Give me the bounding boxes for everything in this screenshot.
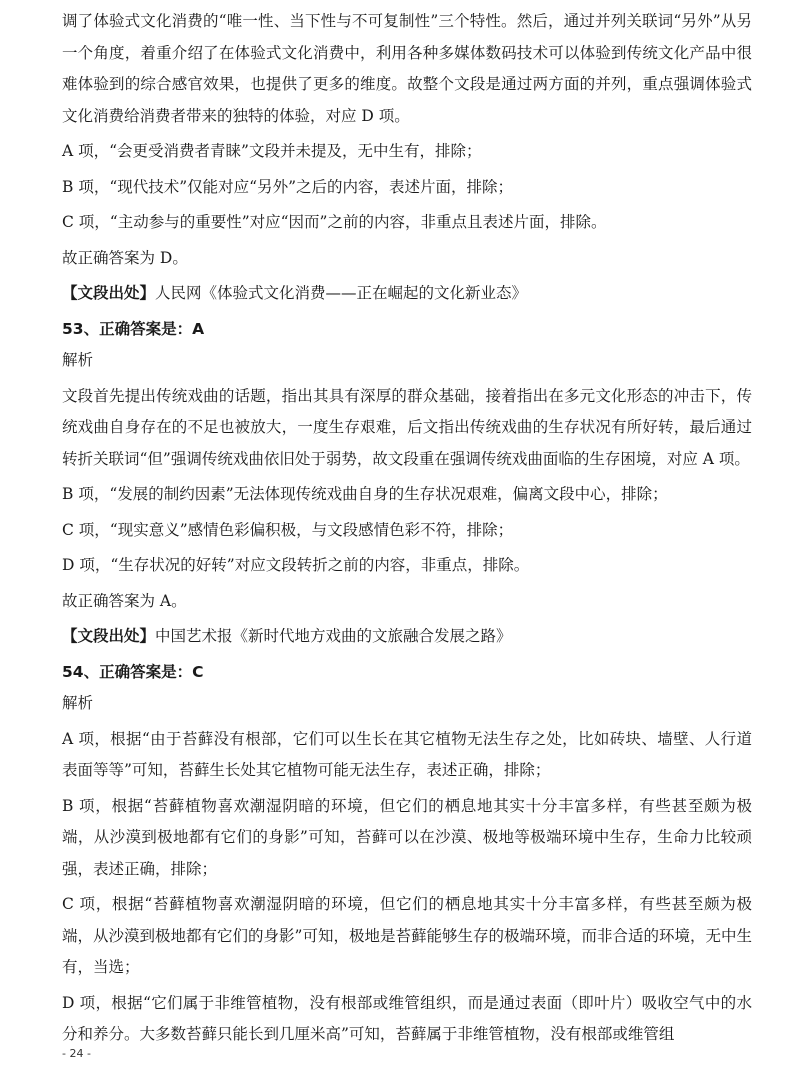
q53-option-c: C 项，“现实意义”感情色彩偏积极，与文段感情色彩不符，排除；: [62, 520, 514, 539]
q52-source-label: 【文段出处】: [62, 284, 156, 302]
q53-heading: 53、正确答案是：A: [62, 319, 205, 338]
q52-answer: 故正确答案为 D。: [62, 248, 188, 267]
q52-continuation-paragraph: 调了体验式文化消费的“唯一性、当下性与不可复制性”三个特性。然后，通过并列关联词“另外”从另一个角度，着重介绍了在体验式文化消费中，利用各种多媒体数码技术可以体验到传统文化产品中很难体验到的综合感官效果，也提供了更多的维度。故整个文段是通过两方面的并列，重点强调体验式文化消费给消费者带来的独特的体验，对应 D 项。: [62, 12, 752, 125]
document-page: [62, 6, 752, 1051]
q53-analysis-label: 解析: [62, 351, 94, 369]
q52-option-a: A 项，“会更受消费者青睐”文段并未提及，无中生有，排除；: [62, 142, 482, 160]
q53-source: [62, 621, 752, 653]
q54-option-a: A 项，根据“由于苔藓没有根部，它们可以生长在其它植物无法生存之处，比如砖块、墙壁、人行道表面等等”可知，苔藓生长处其它植物可能无法生存，表述正确，排除；: [62, 729, 752, 779]
q54-option-c: C 项，根据“苔藓植物喜欢潮湿阴暗的环境，但它们的栖息地其实十分丰富多样，有些甚至颇为极端，从沙漠到极地都有它们的身影”可知，极地是苔藓能够生存的极端环境，而非合适的环境，无中生有，当选；: [62, 895, 752, 976]
q53-source-text: 中国艺术报《新时代地方戏曲的文旅融合发展之路》: [155, 627, 512, 645]
q54-option-d: D 项，根据“它们属于非维管植物，没有根部或维管组织，而是通过表面（即叶片）吸收空气中的水分和养分。大多数苔藓只能长到几厘米高”可知，苔藓属于非维管植物，没有根部或维管组: [62, 993, 752, 1043]
q52-source: [62, 278, 752, 310]
q54-option-b: B 项，根据“苔藓植物喜欢潮湿阴暗的环境，但它们的栖息地其实十分丰富多样，有些甚至颇为极端，从沙漠到极地都有它们的身影”可知，苔藓可以在沙漠、极地等极端环境中生存，生命力比较顽强，表述正确，排除；: [62, 796, 752, 878]
q53-option-b: B 项，“发展的制约因素”无法体现传统戏曲自身的生存状况艰难，偏离文段中心，排除；: [62, 485, 668, 503]
q53-option-d: D 项，“生存状况的好转”对应文段转折之前的内容，非重点，排除。: [62, 556, 530, 574]
q53-answer: 故正确答案为 A。: [62, 591, 187, 610]
q52-option-b: B 项，“现代技术”仅能对应“另外”之后的内容，表述片面，排除；: [62, 177, 514, 196]
q54-analysis-label: 解析: [62, 694, 94, 712]
page-number: - 24 -: [62, 1047, 91, 1060]
q53-source-label: 【文段出处】: [62, 627, 156, 645]
q53-paragraph: 文段首先提出传统戏曲的话题，指出其具有深厚的群众基础，接着指出在多元文化形态的冲击下，传统戏曲自身存在的不足也被放大，一度生存艰难，后文指出传统戏曲的生存状况有所好转，最后通过转折关联词“但”强调传统戏曲依旧处于弱势，故文段重在强调传统戏曲面临的生存困境，对应 A 项。: [62, 386, 752, 468]
q52-source-text: 人民网《体验式文化消费——正在崛起的文化新业态》: [155, 284, 528, 302]
q52-option-c: C 项，“主动参与的重要性”对应“因而”之前的内容，非重点且表述片面，排除。: [62, 213, 607, 231]
q54-heading: 54、正确答案是：C: [62, 662, 204, 681]
